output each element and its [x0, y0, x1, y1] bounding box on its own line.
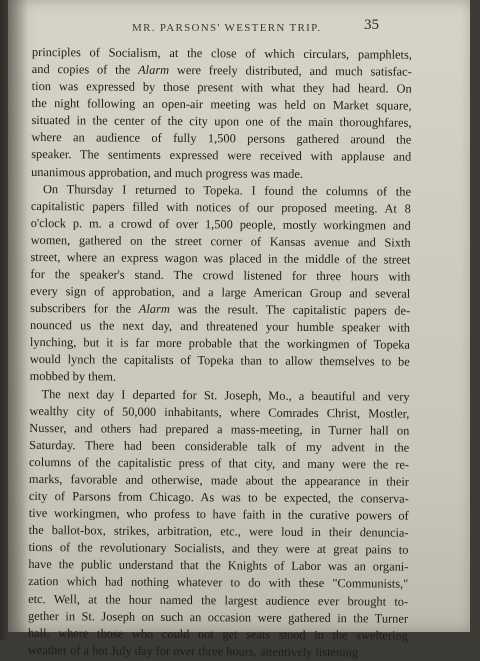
- text-line: marks, favorable and otherwise, made about the appearance in their: [28, 471, 410, 489]
- text-line: capitalistic papers filled with notices of our proposed meeting. At 8: [30, 198, 411, 216]
- text-line: columns of the capitalistic press of that city, and many were the re-: [29, 454, 410, 472]
- text-line: weather of a hot July day for over three hours, attentively listening: [27, 642, 359, 660]
- text-line: gether in St. Joseph on such an occasion were gathered in the Turner: [27, 608, 409, 626]
- text-line: where an audience of fully 1,500 persons gathered around the: [31, 130, 412, 148]
- text-line: tions of the revolutionary Socialists, and they were at great pains to: [28, 540, 409, 557]
- text-line: the ballot-box, strikes, arbitration, etc., were loud in their denuncia-: [28, 523, 409, 540]
- text-line: etc. Well, at the hour named the largest audience ever brought to-: [28, 591, 409, 609]
- text-line: street, where an express wagon was placed in the middle of the street: [30, 249, 411, 267]
- book-page: [8, 0, 470, 660]
- text-line: unanimous approbation, and much progress was made.: [31, 164, 303, 181]
- text-line: o'clock p. m. a crowd of over 1,500 people, mostly workingmen and: [30, 215, 411, 233]
- text-line: every sign of approbation, and a large American Group and several: [30, 284, 411, 301]
- text-line: tion was expressed by those present with what they had heard. On: [31, 79, 412, 96]
- running-title: MR. PARSONS' WESTERN TRIP.: [132, 22, 322, 34]
- page-gutter-shadow: [8, 0, 28, 632]
- text-line: On Thursday I returned to Topeka. I found the columns of the: [42, 181, 412, 199]
- text-line: tive workingmen, who profess to have faith in the curative powers of: [28, 506, 409, 523]
- text-line: Nusser, and others had prepared a mass-meeting, in Turner hall on: [29, 420, 410, 438]
- text-line: zation which had nothing whatever to do with these "Communists,": [28, 574, 409, 592]
- text-line: The next day I departed for St. Joseph, Mo., a beautiful and very: [41, 386, 410, 404]
- text-line: wealthy city of 50,000 inhabitants, where Comrades Christ, Mostler,: [29, 403, 410, 421]
- paragraph: [30, 181, 411, 389]
- text-line: city of Parsons from Chicago. As was to be expected, the conserva-: [28, 489, 409, 506]
- text-line: the night following an open-air meeting was held on Market square,: [31, 96, 412, 113]
- text-line: have the public understand that the Knights of Labor was an organi-: [28, 557, 409, 574]
- text-line: mobbed by them.: [29, 369, 117, 385]
- text-line: women, gathered on the street corner of Kansas avenue and Sixth: [30, 232, 411, 250]
- text-line: subscribers for the Alarm was the result. The capitalistic papers de-: [30, 301, 411, 318]
- text-line: would lynch the capitalists of Topeka than to allow themselves to be: [29, 352, 410, 370]
- page-header: [8, 16, 470, 38]
- text-line: situated in the center of the city upon one of the main thoroughfares,: [31, 113, 412, 130]
- text-line: and copies of the Alarm were freely distributed, and much satisfac-: [31, 62, 412, 79]
- page-number: 35: [364, 17, 379, 33]
- text-line: lynching, but it is far more probable that the workingmen of Topeka: [29, 335, 410, 352]
- text-line: for the speaker's stand. The crowd listened for three hours with: [30, 267, 411, 284]
- text-line: Saturday. There had been considerable talk of my advent in the: [29, 437, 410, 455]
- text-line: principles of Socialism, at the close of which circulars, pamphlets,: [31, 44, 412, 62]
- text-line: hall, where those who could not get seats stood in the sweltering: [27, 625, 408, 643]
- text-line: nounced us the next day, and threatened your humble speaker with: [29, 318, 411, 335]
- text-line: speaker. The sentiments expressed were received with applause and: [31, 147, 412, 165]
- paragraph: [28, 386, 410, 661]
- body-text: [28, 44, 412, 661]
- paragraph: [31, 44, 412, 183]
